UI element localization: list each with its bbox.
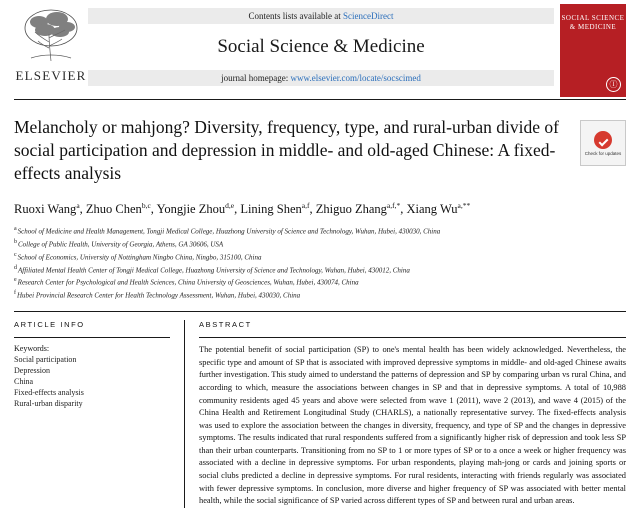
- affiliation-item: [14, 224, 626, 237]
- affiliation-marker: d: [14, 264, 17, 271]
- affiliation-list: [14, 224, 626, 301]
- affiliation-text: School of Medicine and Health Management, Tongji Medical College, Huazhong University of Science and Technology, Wuhan, Hubei, 430030, China: [17, 227, 441, 236]
- article-info-abstract-row: [14, 320, 626, 508]
- abstract-underline: [199, 337, 626, 338]
- crossmark-label: Check for updates: [584, 150, 622, 156]
- journal-homepage-line: [88, 70, 554, 86]
- abstract-heading: ABSTRACT: [199, 320, 252, 330]
- keyword-item: China: [14, 377, 34, 387]
- affiliation-item: [14, 237, 626, 250]
- keywords-label: Keywords:: [14, 344, 50, 354]
- crossmark-badge[interactable]: [580, 120, 626, 166]
- author: Ruoxi Wang$^a$,: [14, 201, 86, 217]
- cover-title: SOCIAL SCIENCE & MEDICINE: [561, 14, 625, 31]
- affiliation-marker: a: [14, 226, 17, 233]
- affiliation-marker: e: [14, 277, 17, 284]
- author: Zhiguo Zhang$^{a,f,*}$,: [315, 201, 407, 217]
- author-affiliation-marker: a,**: [457, 201, 471, 210]
- journal-cover-thumbnail: [560, 4, 626, 97]
- author-list: [14, 201, 626, 217]
- author-affiliation-marker: a: [76, 201, 80, 210]
- affiliation-item: [14, 288, 626, 301]
- homepage-link[interactable]: www.elsevier.com/locate/socscimed: [290, 73, 421, 83]
- affiliation-marker: f: [14, 290, 16, 297]
- contents-available-line: [88, 8, 554, 24]
- author: Lining Shen$^{a,f}$,: [240, 201, 316, 217]
- masthead-center: [88, 4, 554, 97]
- journal-title: Social Science & Medicine: [217, 36, 425, 57]
- affiliation-item: [14, 250, 626, 263]
- affiliation-marker: c: [14, 251, 17, 258]
- journal-masthead: [14, 4, 626, 100]
- keyword-item: Social participation: [14, 355, 77, 365]
- article-info-column: [14, 320, 184, 508]
- sciencedirect-link[interactable]: ScienceDirect: [343, 11, 394, 21]
- contents-prefix: Contents lists available at: [248, 11, 343, 21]
- keyword-item: Depression: [14, 366, 50, 376]
- author-affiliation-marker: a,f: [301, 201, 310, 210]
- author: Zhuo Chen$^{b,c}$,: [85, 201, 157, 217]
- affiliation-text: Affiliated Mental Health Center of Tongji Medical College, Huazhong University of Science and Technology, Wuhan, Hubei, 430012, China: [18, 265, 410, 274]
- author-affiliation-marker: a,f,*: [386, 201, 401, 210]
- paper-page: [0, 4, 640, 510]
- keyword-item: Fixed-effects analysis: [14, 388, 84, 398]
- homepage-prefix: journal homepage:: [221, 73, 291, 83]
- author: Yongjie Zhou$^{d,e}$,: [156, 201, 241, 217]
- author-affiliation-marker: d,e: [225, 201, 235, 210]
- check-icon: [594, 131, 612, 149]
- article-info-heading: ARTICLE INFO: [14, 320, 85, 330]
- article-info-underline: [14, 337, 170, 338]
- title-row: [14, 116, 626, 185]
- abstract-text: The potential benefit of social participation (SP) to one's mental health has been widely acknowledged. Nevertheless, the specific type and amount of SP that is associated with improved depressive symptoms in middle- and old-aged Chinese awaits further investigation. This study aimed to understand the patterns of depression and SP by comparing urban vs rural China, and according to which, measure the associations between changes in SP and that in depressive symptoms. A total of 10,988 community residents aged 45 years and above were selected from wave 1 (2011), wave 2 (2013), and wave 4 (2015) of the China Health and Retirement Longitudinal Study (CHARLS), a nationally representative survey. The fixed-effects analysis was used to explore the association between the changes in diversity, frequency, and type of SP and the changes in depressive symptoms. The results indicated that rural respondents suffered from a significantly higher risk of depression and took less SP than their urban counterparts. Transitioning from no SP to 1 or more types of SP or to a once a week or higher frequency was associated with a decline in depressive symptoms. For urban respondents, playing mah-jong or cards and joining sports or social clubs predicted a decline in depressive symptoms. For rural residents, interacting with friends regularly was associated with fewer depressive symptoms. In conclusion, more diverse and higher frequency of SP was associated with better mental health, while the social significance of SP varied across different types of SP and between rural and urban areas.: [199, 345, 626, 506]
- affiliation-text: Hubei Provincial Research Center for Health Technology Assessment, Wuhan, Hubei, 430030, China: [17, 291, 301, 300]
- affiliation-text: College of Public Health, University of Georgia, Athens, GA 30606, USA: [18, 240, 224, 249]
- affiliation-text: Research Center for Psychological and Health Sciences, China University of Geosciences, Wuhan, Hubei, 430074, China: [17, 278, 359, 287]
- affiliation-item: [14, 275, 626, 288]
- affiliation-text: School of Economics, University of Nottingham Ningbo China, Ningbo, 315100, China: [17, 253, 262, 262]
- keyword-item: Rural-urban disparity: [14, 399, 83, 409]
- cover-badge-icon: Ⓘ: [606, 77, 621, 92]
- author-affiliation-marker: b,c: [141, 201, 151, 210]
- elsevier-tree-icon: [19, 6, 83, 66]
- author: Xiang $Wu^{a,**}$: [406, 201, 471, 217]
- affiliation-item: [14, 263, 626, 276]
- elsevier-wordmark: ELSEVIER: [15, 68, 87, 83]
- affiliation-marker: b: [14, 238, 17, 245]
- section-divider: [14, 311, 626, 312]
- page-title: Melancholy or mahjong? Diversity, frequency, type, and rural-urban divide of social participation and depression in middle- and old-aged Chinese: A fixed-effects analysis: [14, 117, 559, 183]
- elsevier-logo: [14, 4, 88, 97]
- abstract-column: [184, 320, 626, 508]
